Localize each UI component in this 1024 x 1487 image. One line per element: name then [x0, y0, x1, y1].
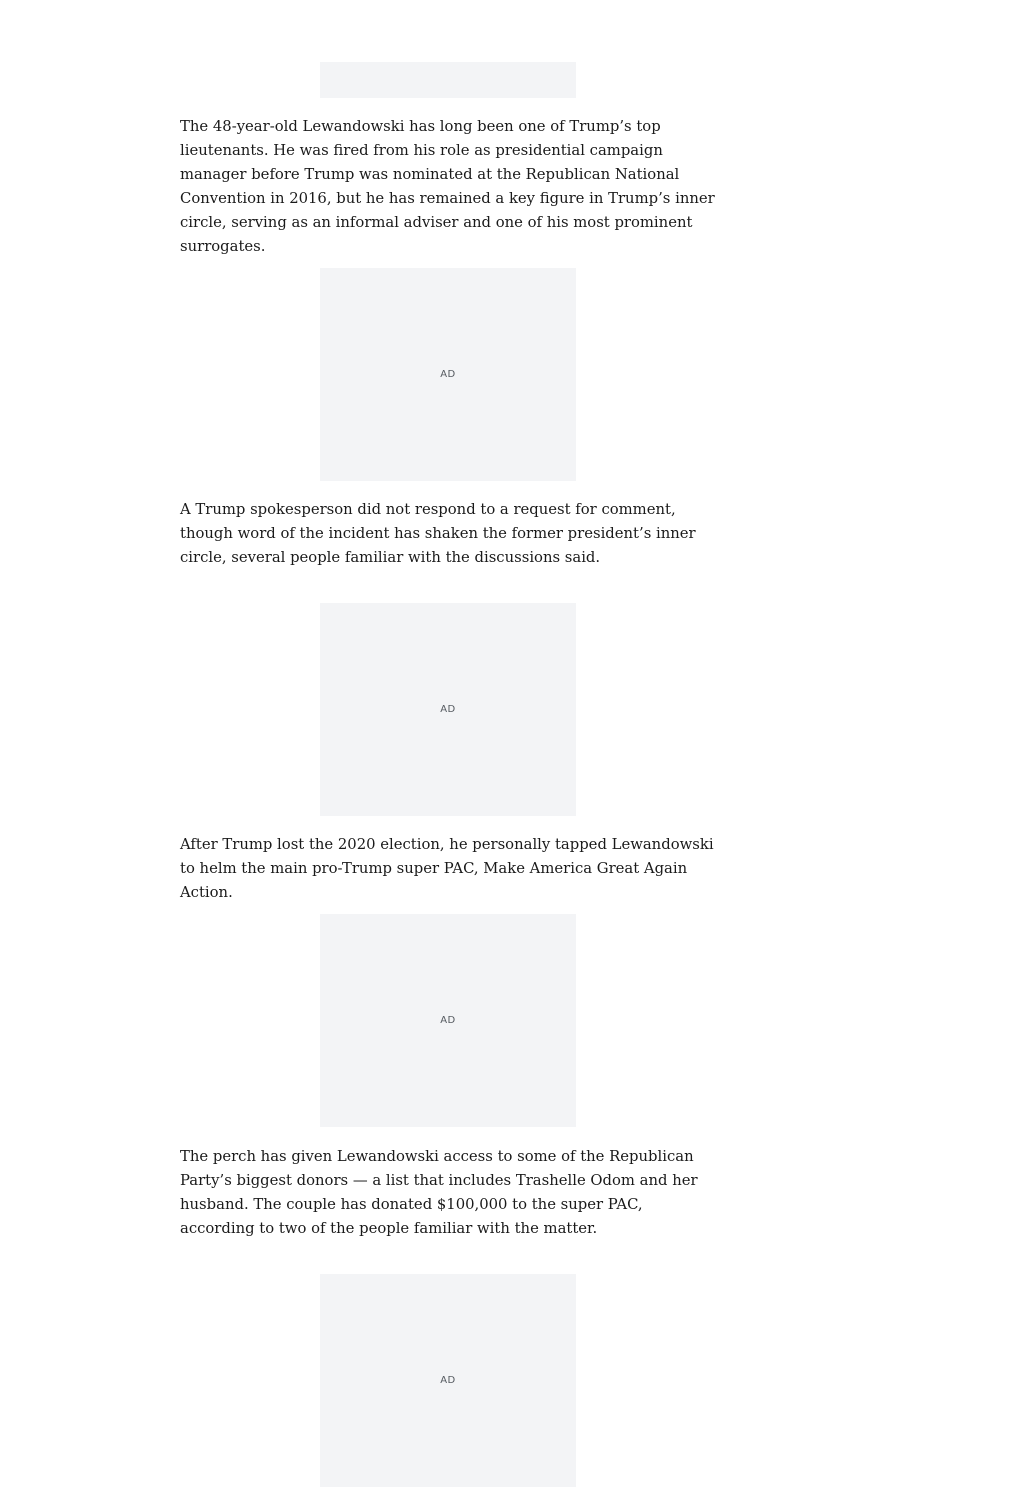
- ad-slot-2[interactable]: [320, 603, 576, 816]
- ad-label: AD: [440, 1015, 456, 1026]
- article-paragraph-1: The 48-year-old Lewandowski has long been one of Trump’s top lieutenants. He was fired from his role as presidential campaign manager before Trump was nominated at the Republican National Convention in 2016, but he has remained a key figure in Trump’s inner circle, serving as an informal adviser and one of his most prominent surrogates.: [180, 118, 715, 255]
- article-paragraph-4: The perch has given Lewandowski access to some of the Republican Party’s biggest donors — a list that includes Trashelle Odom and her husband. The couple has donated $100,000 to the super PAC, according to two of the people familiar with the matter.: [180, 1148, 698, 1237]
- ad-slot-4[interactable]: [320, 1274, 576, 1487]
- article-paragraph-2: A Trump spokesperson did not respond to a request for comment, though word of the incident has shaken the former president’s inner circle, several people familiar with the discussions said.: [180, 501, 696, 566]
- ad-slot-1[interactable]: [320, 268, 576, 481]
- ad-label: AD: [440, 704, 456, 715]
- ad-slot-3[interactable]: [320, 914, 576, 1127]
- ad-slot-top[interactable]: [320, 62, 576, 98]
- ad-label: AD: [440, 369, 456, 380]
- article-paragraph-3: After Trump lost the 2020 election, he personally tapped Lewandowski to helm the main pro-Trump super PAC, Make America Great Again Action.: [180, 836, 714, 901]
- ad-label: AD: [440, 1375, 456, 1386]
